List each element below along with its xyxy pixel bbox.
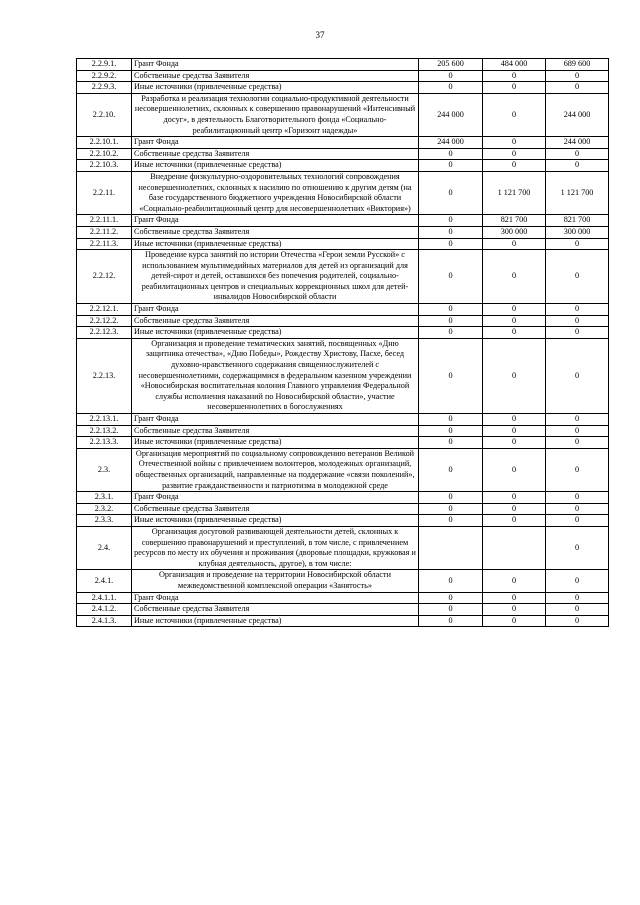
row-value-v3: 0 (546, 315, 609, 327)
row-value-v3: 821 700 (546, 215, 609, 227)
row-value-v1: 0 (419, 82, 483, 94)
page-number: 37 (315, 30, 325, 40)
row-code: 2.2.13.3. (77, 437, 132, 449)
row-name: Разработка и реализация технологии социально-продуктивной деятельности несовершеннолетних, склонных к совершению правонарушений «Интенсивный досуг», в деятельность Благотворительного фонда «Социально-реабилитационный центр «Горизонт надежды» (132, 93, 419, 136)
row-value-v2: 0 (483, 148, 546, 160)
table-row (77, 171, 609, 214)
row-value-v2: 0 (483, 160, 546, 172)
row-value-v1: 0 (419, 615, 483, 627)
row-code: 2.3. (77, 448, 132, 491)
row-value-v3: 0 (546, 338, 609, 413)
row-code: 2.4.1.1. (77, 592, 132, 604)
row-code: 2.2.10.1. (77, 137, 132, 149)
table-row (77, 425, 609, 437)
row-value-v2: 821 700 (483, 215, 546, 227)
table-row (77, 148, 609, 160)
row-value-v3: 0 (546, 425, 609, 437)
row-value-v1: 0 (419, 492, 483, 504)
table-row (77, 503, 609, 515)
row-name: Собственные средства Заявителя (132, 70, 419, 82)
row-value-v3: 0 (546, 515, 609, 527)
row-value-v3: 0 (546, 526, 609, 569)
row-code: 2.4.1.2. (77, 604, 132, 616)
row-value-v1: 0 (419, 515, 483, 527)
table-row (77, 327, 609, 339)
row-value-v3: 0 (546, 570, 609, 592)
row-value-v2 (483, 526, 546, 569)
row-value-v3: 0 (546, 304, 609, 316)
row-value-v3: 300 000 (546, 226, 609, 238)
row-value-v2: 0 (483, 592, 546, 604)
row-value-v2: 0 (483, 93, 546, 136)
table-row (77, 70, 609, 82)
row-code: 2.4. (77, 526, 132, 569)
row-name: Иные источники (привлеченные средства) (132, 515, 419, 527)
row-value-v1: 0 (419, 448, 483, 491)
row-value-v1: 0 (419, 338, 483, 413)
row-name: Грант Фонда (132, 414, 419, 426)
table-row (77, 238, 609, 250)
row-value-v1: 0 (419, 315, 483, 327)
row-name: Иные источники (привлеченные средства) (132, 238, 419, 250)
row-value-v1: 244 000 (419, 93, 483, 136)
row-code: 2.2.12. (77, 250, 132, 304)
row-code: 2.4.1. (77, 570, 132, 592)
row-code: 2.3.2. (77, 503, 132, 515)
row-value-v1: 0 (419, 160, 483, 172)
row-code: 2.3.1. (77, 492, 132, 504)
table-row (77, 226, 609, 238)
row-value-v1: 0 (419, 148, 483, 160)
table-row (77, 315, 609, 327)
row-value-v2: 0 (483, 615, 546, 627)
table-row (77, 82, 609, 94)
row-value-v2: 0 (483, 604, 546, 616)
row-name: Внедрение физкультурно-оздоровительных технологий сопровождения несовершеннолетних, склонных к насилию по отношению к другим детям (на базе государственного бюджетного учреждения Новосибирской области «Социально-реабилитационный центр для несовершеннолетних «Виктория») (132, 171, 419, 214)
row-value-v3: 1 121 700 (546, 171, 609, 214)
row-value-v2: 0 (483, 137, 546, 149)
row-name: Иные источники (привлеченные средства) (132, 327, 419, 339)
table-row (77, 304, 609, 316)
row-value-v3: 0 (546, 492, 609, 504)
row-name: Грант Фонда (132, 215, 419, 227)
row-name: Собственные средства Заявителя (132, 425, 419, 437)
row-value-v2: 0 (483, 492, 546, 504)
row-value-v2: 0 (483, 82, 546, 94)
row-value-v1: 0 (419, 250, 483, 304)
table-row (77, 492, 609, 504)
row-value-v1: 0 (419, 425, 483, 437)
row-value-v1: 0 (419, 215, 483, 227)
row-value-v2: 0 (483, 338, 546, 413)
table-row (77, 414, 609, 426)
table-row (77, 160, 609, 172)
table-row (77, 604, 609, 616)
row-value-v2: 0 (483, 250, 546, 304)
row-value-v3: 0 (546, 437, 609, 449)
row-name: Грант Фонда (132, 492, 419, 504)
row-code: 2.2.11.2. (77, 226, 132, 238)
row-value-v3: 0 (546, 414, 609, 426)
row-code: 2.4.1.3. (77, 615, 132, 627)
row-value-v2: 0 (483, 570, 546, 592)
row-value-v1: 0 (419, 226, 483, 238)
row-code: 2.2.12.3. (77, 327, 132, 339)
row-name: Организация досуговой развивающей деятельности детей, склонных к совершению правонарушений и преступлений, в том числе, с привлечением ресурсов по месту их обучения и проживания (дворовые площадки, кружковая и клубная деятельность, другое), в том числе: (132, 526, 419, 569)
row-name: Собственные средства Заявителя (132, 315, 419, 327)
row-value-v1: 0 (419, 327, 483, 339)
row-code: 2.3.3. (77, 515, 132, 527)
row-value-v2: 0 (483, 448, 546, 491)
table-row (77, 437, 609, 449)
row-value-v1: 244 000 (419, 137, 483, 149)
row-name: Грант Фонда (132, 59, 419, 71)
row-value-v3: 689 600 (546, 59, 609, 71)
row-value-v1: 0 (419, 70, 483, 82)
row-code: 2.2.13.2. (77, 425, 132, 437)
row-name: Собственные средства Заявителя (132, 604, 419, 616)
table-row (77, 448, 609, 491)
row-value-v2: 484 000 (483, 59, 546, 71)
row-name: Грант Фонда (132, 304, 419, 316)
row-name: Организация и проведение тематических занятий, посвященных «Дню защитника отечества», «Дню Победы», Рождеству Христову, Пасхе, бесед духовно-нравственного содержания священнослужителей с несовершеннолетними, содержащимися в федеральном казенном учреждении «Новосибирская воспитательная колония Главного управления Федеральной службы исполнения наказаний по Новосибирской области», участие несовершеннолетних в богослужениях (132, 338, 419, 413)
row-value-v3: 0 (546, 238, 609, 250)
row-value-v3: 0 (546, 160, 609, 172)
row-code: 2.2.13.1. (77, 414, 132, 426)
row-name: Проведение курса занятий по истории Отечества «Герои земли Русской» с использованием мультимедийных материалов для детей из организаций для детей-сирот и детей, оставшихся без попечения родителей, социально-реабилитационных центров и специальных коррекционных школ для детей-инвалидов Новосибирской области (132, 250, 419, 304)
row-value-v2: 0 (483, 238, 546, 250)
row-code: 2.2.10. (77, 93, 132, 136)
table-row (77, 215, 609, 227)
row-value-v3: 0 (546, 448, 609, 491)
row-value-v3: 244 000 (546, 93, 609, 136)
row-value-v1: 0 (419, 437, 483, 449)
row-value-v2: 0 (483, 425, 546, 437)
row-value-v3: 0 (546, 250, 609, 304)
row-name: Грант Фонда (132, 592, 419, 604)
row-name: Организация и проведение на территории Новосибирской области межведомственной комплексной операции «Занятость» (132, 570, 419, 592)
row-name: Организация мероприятий по социальному сопровождению ветеранов Великой Отечественной войны с привлечением волонтеров, молодежных организаций, общественных организаций, направленные на поддержание «связи поколений», развитие гражданственности и патриотизма в молодежной среде (132, 448, 419, 491)
row-name: Иные источники (привлеченные средства) (132, 437, 419, 449)
row-code: 2.2.10.3. (77, 160, 132, 172)
row-value-v2: 0 (483, 515, 546, 527)
row-code: 2.2.9.1. (77, 59, 132, 71)
row-code: 2.2.12.2. (77, 315, 132, 327)
row-code: 2.2.10.2. (77, 148, 132, 160)
row-value-v2: 0 (483, 70, 546, 82)
row-code: 2.2.11.1. (77, 215, 132, 227)
row-value-v1: 0 (419, 414, 483, 426)
row-value-v3: 244 000 (546, 137, 609, 149)
table-row (77, 59, 609, 71)
row-name: Собственные средства Заявителя (132, 148, 419, 160)
table-row (77, 250, 609, 304)
table-row (77, 570, 609, 592)
row-value-v2: 300 000 (483, 226, 546, 238)
table-row (77, 526, 609, 569)
row-value-v1: 0 (419, 503, 483, 515)
table-row (77, 137, 609, 149)
row-value-v2: 0 (483, 327, 546, 339)
row-code: 2.2.12.1. (77, 304, 132, 316)
row-value-v1: 0 (419, 238, 483, 250)
row-code: 2.2.13. (77, 338, 132, 413)
row-value-v2: 0 (483, 503, 546, 515)
row-code: 2.2.11.3. (77, 238, 132, 250)
budget-table (76, 58, 609, 627)
row-name: Иные источники (привлеченные средства) (132, 82, 419, 94)
row-code: 2.2.11. (77, 171, 132, 214)
row-value-v3: 0 (546, 615, 609, 627)
row-value-v3: 0 (546, 327, 609, 339)
row-value-v3: 0 (546, 82, 609, 94)
row-value-v1: 0 (419, 171, 483, 214)
row-name: Собственные средства Заявителя (132, 226, 419, 238)
table-row (77, 592, 609, 604)
row-value-v3: 0 (546, 148, 609, 160)
row-value-v3: 0 (546, 592, 609, 604)
row-name: Иные источники (привлеченные средства) (132, 615, 419, 627)
row-value-v2: 1 121 700 (483, 171, 546, 214)
table-row (77, 93, 609, 136)
row-value-v3: 0 (546, 604, 609, 616)
row-value-v1: 0 (419, 604, 483, 616)
row-value-v2: 0 (483, 437, 546, 449)
row-value-v1 (419, 526, 483, 569)
row-value-v1: 0 (419, 570, 483, 592)
row-value-v2: 0 (483, 304, 546, 316)
row-name: Грант Фонда (132, 137, 419, 149)
row-name: Иные источники (привлеченные средства) (132, 160, 419, 172)
row-name: Собственные средства Заявителя (132, 503, 419, 515)
row-value-v2: 0 (483, 315, 546, 327)
row-code: 2.2.9.3. (77, 82, 132, 94)
table-row (77, 515, 609, 527)
row-value-v1: 205 600 (419, 59, 483, 71)
row-value-v3: 0 (546, 503, 609, 515)
row-value-v2: 0 (483, 414, 546, 426)
row-value-v3: 0 (546, 70, 609, 82)
row-value-v1: 0 (419, 304, 483, 316)
table-row (77, 338, 609, 413)
row-value-v1: 0 (419, 592, 483, 604)
table-row (77, 615, 609, 627)
row-code: 2.2.9.2. (77, 70, 132, 82)
